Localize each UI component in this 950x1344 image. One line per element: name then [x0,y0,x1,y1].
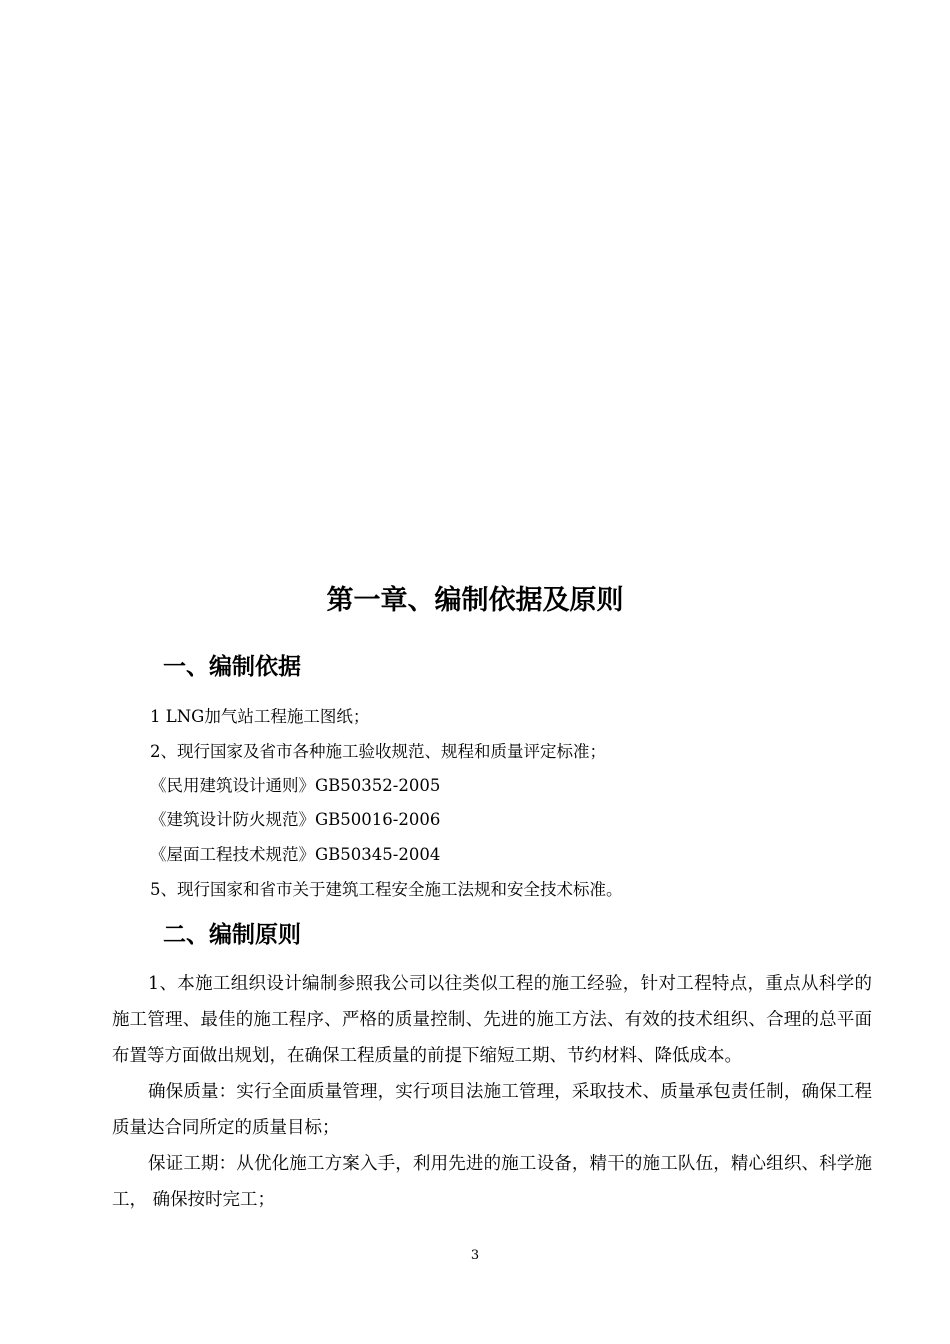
basis-item: 《屋面工程技术规范》GB50345-2004 [150,845,441,864]
chapter-title: 第一章、编制依据及原则 [326,585,624,616]
section-heading-basis: 一、编制依据 [163,654,301,680]
principle-paragraph: 保证工期：从优化施工方案入手，利用先进的施工设备，精干的施工队伍，精心组织、科学施工， 确保按时完工； [112,1154,872,1210]
basis-item: 1 LNG加气站工程施工图纸； [150,707,370,726]
page-number: 3 [470,1248,480,1263]
principle-paragraph: 1、本施工组织设计编制参照我公司以往类似工程的施工经验，针对工程特点，重点从科学的施工管理、最佳的施工程序、严格的质量控制、先进的施工方法、有效的技术组织、合理的总平面布置等方面做出规划，在确保工程质量的前提下缩短工期、节约材料、降低成本。 [112,974,872,1066]
basis-item: 5、现行国家和省市关于建筑工程安全施工法规和安全技术标准。 [150,880,623,899]
basis-item: 2、现行国家及省市各种施工验收规范、规程和质量评定标准； [150,742,606,761]
principle-paragraph: 确保质量：实行全面质量管理，实行项目法施工管理，采取技术、质量承包责任制，确保工程质量达合同所定的质量目标； [112,1082,872,1138]
section-heading-principles: 二、编制原则 [163,922,301,948]
basis-item: 《建筑设计防火规范》GB50016-2006 [150,810,441,829]
basis-item: 《民用建筑设计通则》GB50352-2005 [150,776,441,795]
